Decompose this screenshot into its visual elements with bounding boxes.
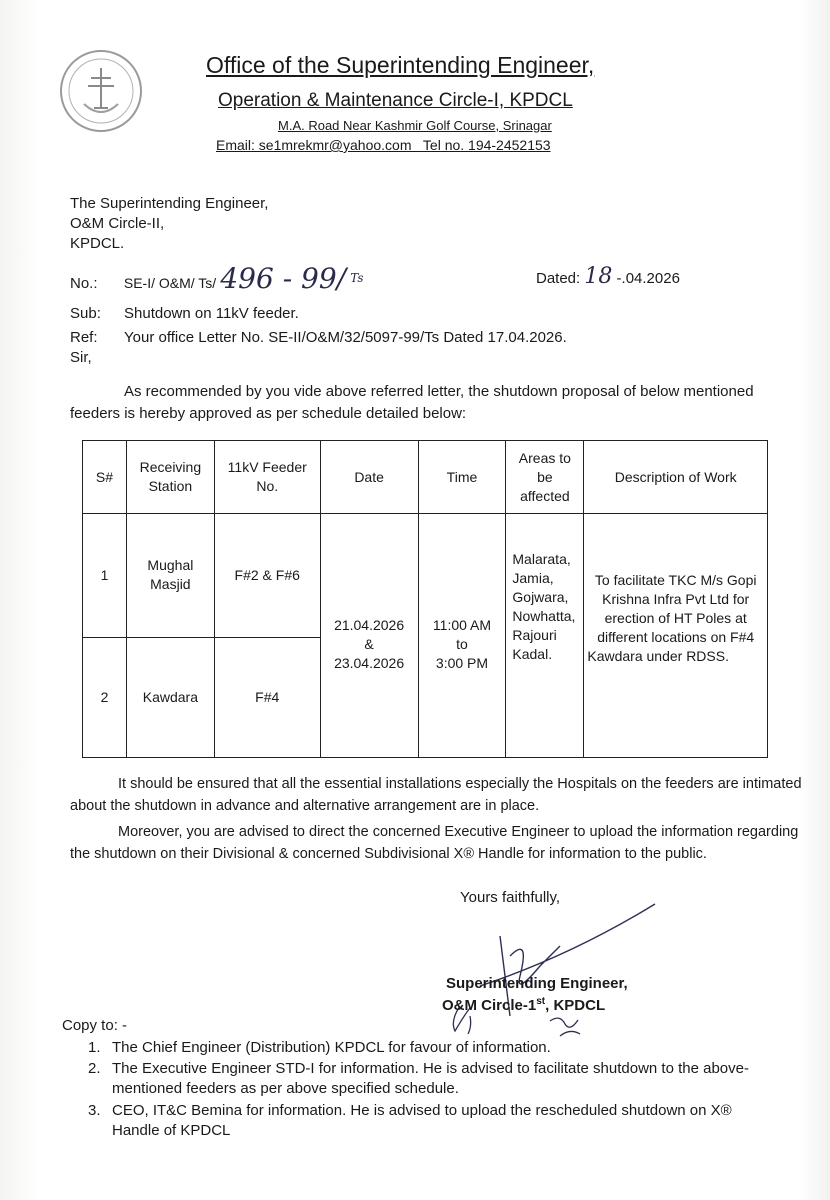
row-feeder: F#4 xyxy=(214,638,320,758)
header-date: Date xyxy=(320,441,418,514)
row-station: Mughal Masjid xyxy=(126,514,214,638)
header-work: Description of Work xyxy=(584,441,768,514)
salutation: Sir, xyxy=(70,349,92,366)
ref-text: Your office Letter No. SE-II/O&M/32/5097-99/Ts Dated 17.04.2026. xyxy=(124,329,567,346)
intro-line: As recommended by you vide above referred letter, the shutdown proposal of below mentioned xyxy=(124,383,754,400)
ref-label: Ref: xyxy=(70,329,98,346)
shutdown-schedule-table xyxy=(82,440,768,758)
number-prefix: SE-I/ O&M/ Ts/ xyxy=(123,275,217,291)
affected-area-item: Kadal. xyxy=(512,645,553,662)
header-sno: S# xyxy=(83,441,127,514)
letterhead-office: Office of the Superintending Engineer, xyxy=(206,52,595,78)
number-label: No.: xyxy=(70,275,98,292)
shutdown-date: 21.04.2026 & 23.04.2026 xyxy=(320,514,418,758)
work-description: To facilitate TKC M/s Gopi Krishna Infra Pvt Ltd for erection of HT Poles at different locations on F#4 Kawdara under RDSS. xyxy=(584,514,768,758)
recipient-line: The Superintending Engineer, xyxy=(70,195,269,212)
affected-area-item: Malarata, xyxy=(512,550,571,567)
dated-rest: -.04.2026 xyxy=(616,270,680,287)
affected-area-item: Rajouri xyxy=(512,626,557,643)
row-sno: 1 xyxy=(83,514,127,638)
recipient-line: KPDCL. xyxy=(70,235,125,252)
table-header-row xyxy=(83,441,768,514)
affected-area-item: Jamia, xyxy=(512,569,554,586)
signatory-circle: O&M Circle-1st, KPDCL xyxy=(442,996,606,1014)
shutdown-time: 11:00 AM to 3:00 PM xyxy=(418,514,506,758)
affected-area-item: Gojwara, xyxy=(512,588,569,605)
recipient-line: O&M Circle-II, xyxy=(70,215,165,232)
letter-date xyxy=(536,264,680,289)
header-time: Time xyxy=(418,441,506,514)
closing-yours-faithfully: Yours faithfully, xyxy=(460,889,561,906)
header-feeder: 11kV Feeder No. xyxy=(214,441,320,514)
subject-text: Shutdown on 11kV feeder. xyxy=(124,305,299,322)
table-row xyxy=(83,514,768,638)
body-paragraph-line: about the shutdown in advance and alternative arrangement are in place. xyxy=(70,798,540,814)
row-station: Kawdara xyxy=(126,638,214,758)
letterhead-contact: Email: se1mrekmr@yahoo.com Tel no. 194-2452153 xyxy=(216,137,551,153)
handwritten-signature xyxy=(420,896,660,1046)
dated-handwritten: 18 xyxy=(584,264,613,289)
signatory-designation: Superintending Engineer, xyxy=(446,975,628,992)
copy-to-item: 3. CEO, IT&C Bemina for information. He is advised to upload the rescheduled shutdown on X® Handle of KPDCL xyxy=(88,1102,732,1139)
affected-area-item: Nowhatta, xyxy=(512,607,576,624)
intro-line: feeders is hereby approved as per schedule detailed below: xyxy=(70,405,467,422)
row-feeder: F#2 & F#6 xyxy=(214,514,320,638)
row-sno: 2 xyxy=(83,638,127,758)
header-station: Receiving Station xyxy=(126,441,214,514)
dated-label: Dated: xyxy=(536,270,581,287)
number-suffix: Ts xyxy=(350,271,364,285)
kpdcl-seal-logo xyxy=(58,48,144,134)
copy-to-item: 1. The Chief Engineer (Distribution) KPDCL for favour of information. xyxy=(88,1039,551,1056)
body-paragraph-line: the shutdown on their Divisional & concerned Subdivisional X® Handle for information to the public. xyxy=(70,846,707,862)
letterhead-address: M.A. Road Near Kashmir Golf Course, Srinagar xyxy=(278,118,552,133)
header-areas: Areas to be affected xyxy=(506,441,584,514)
recipient-block xyxy=(70,194,370,254)
body-paragraph-line: It should be ensured that all the essential installations especially the Hospitals on the feeders are intimated xyxy=(118,776,802,792)
letter-number xyxy=(70,262,364,295)
letterhead-circle: Operation & Maintenance Circle-I, KPDCL xyxy=(218,90,573,111)
copy-to-item: 2. The Executive Engineer STD-I for information. He is advised to facilitate shutdown to the above-mentioned feeders as per above specified schedule. xyxy=(88,1060,749,1097)
affected-areas xyxy=(506,514,584,758)
subject-label: Sub: xyxy=(70,305,101,322)
number-handwritten: 496 - 99/ xyxy=(220,262,347,295)
copy-to-label: Copy to: - xyxy=(62,1017,128,1034)
body-paragraph-line: Moreover, you are advised to direct the concerned Executive Engineer to upload the information regarding xyxy=(118,824,799,840)
